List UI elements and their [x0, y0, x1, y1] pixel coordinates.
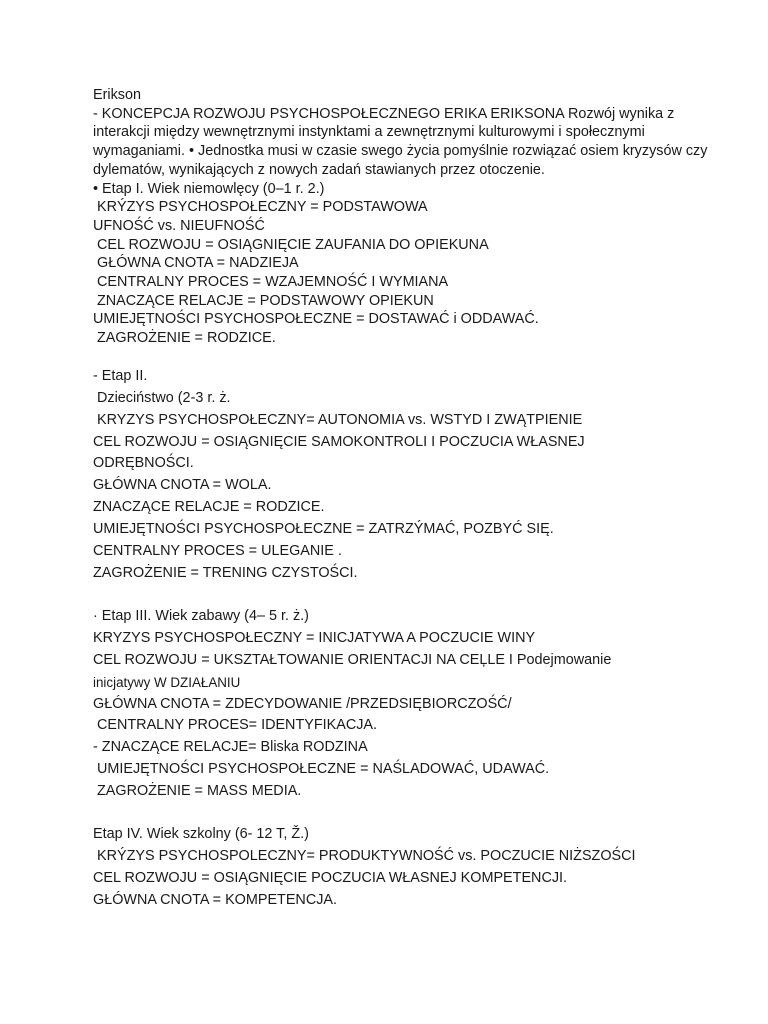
section-intro-stage-1 [93, 86, 733, 348]
section-stage-3 [93, 606, 733, 803]
text-line: ZNACZĄCE RELACJE = RODZICE. [93, 499, 325, 516]
intro-paragraph: - KONCEPCJA ROZWOJU PSYCHOSPOŁECZNEGO ERIKA ERIKSONA Rozwój wynika z interakcji między wewnętrznymi instynktami a zewnętrznymi kulturowymi i społecznymi wymaganiami. • Jednostka musi w czasie swego życia pomyślnie rozwiązać osiem kryzysów czy dylematów, wynikających z nowych zadań stawianych przez otoczenie. [93, 105, 708, 178]
text-line: CENTRALNY PROCES = ULEGANIE . [93, 543, 342, 560]
text-line: CEL ROZWOJU = UKSZTAŁTOWANIE ORIENTACJI NA CEĻLE I Podejmowanie [93, 651, 612, 668]
text-line: ZNACZĄCE RELACJE = PODSTAWOWY OPIEKUN [93, 292, 434, 309]
text-line: CEL ROZWOJU = OSIĄGNIĘCIE POCZUCIA WŁASNEJ KOMPETENCJI. [93, 869, 568, 886]
text-line: ZAGROŻENIE = RODZICE. [93, 330, 276, 347]
text-line: CENTRALNY PROCES = WZAJEMNOŚĆ I WYMIANA [93, 274, 449, 291]
text-line: • Etap I. Wiek niemowlęcy (0–1 r. 2.) [93, 180, 325, 197]
section-stage-4 [93, 824, 733, 912]
text-line: GŁÓWNA CNOTA = KOMPETENCJA. [93, 891, 338, 908]
text-line: UMIEJĘTNOŚCI PSYCHOSPOŁECZNE = NAŚLADOWAĆ, UDAWAĆ. [93, 761, 550, 778]
text-line: CEL ROZWOJU = OSIĄGNIĘCIE SAMOKONTROLI I POCZUCIA WŁASNEJ [93, 433, 585, 450]
text-line: · Etap III. Wiek zabawy (4– 5 r. ż.) [93, 607, 309, 624]
document-page [93, 86, 733, 912]
document-title: Erikson [93, 87, 141, 103]
text-line: Dzieciństwo (2-3 r. ż. [93, 389, 231, 406]
text-line: UFNOŚĆ vs. NIEUFNOŚĆ [93, 217, 265, 234]
section-stage-2 [93, 366, 733, 585]
text-line: ZAGROŻENIE = TRENING CZYSTOŚCI. [93, 565, 358, 581]
text-line: - Etap II. [93, 367, 148, 384]
text-line: CENTRALNY PROCES= IDENTYFIKACJA. [93, 717, 378, 734]
text-line: KRÝZYS PSYCHOSPOLECZNY= PRODUKTYWNOŚĆ vs. POCZUCIE NIŻSZOŚCI [93, 847, 636, 864]
text-line: inicjatywy W DZIAŁANIU [93, 674, 241, 690]
text-line: UMIEJĘTNOŚCI PSYCHOSPOŁECZNE = DOSTAWAĆ i ODDAWAĆ. [93, 311, 539, 328]
text-line: UMIEJĘTNOŚCI PSYCHOSPOŁECZNE = ZATRZÝMAĆ, POZBYĆ SIĘ. [93, 521, 554, 538]
text-line: KRYZYS PSYCHOSPOŁECZNY = INICJATYWA A POCZUCIE WINY [93, 629, 536, 646]
text-line: KRYZYS PSYCHOSPOŁECZNY= AUTONOMIA vs. WSTYD I ZWĄTPIENIE [93, 411, 583, 428]
text-line: CEL ROZWOJU = OSIĄGNIĘCIE ZAUFANIA DO OPIEKUNA [93, 236, 489, 253]
text-line: KRÝZYS PSYCHOSPOŁECZNY = PODSTAWOWA [93, 199, 428, 216]
text-line: ZAGROŻENIE = MASS MEDIA. [93, 783, 302, 800]
text-line: GŁÓWNA CNOTA = ZDECYDOWANIE /PRZEDSIĘBIORCZOŚĆ/ [93, 695, 512, 712]
text-line: - ZNACZĄCE RELACJE= Bliska RODZINA [93, 739, 368, 756]
text-line: GŁÓWNA CNOTA = NADZIEJA [93, 255, 299, 272]
text-line: Etap IV. Wiek szkolny (6- 12 T, Ž.) [93, 826, 309, 843]
text-line: GŁÓWNA CNOTA = WOLA. [93, 477, 272, 494]
text-line: ODRĘBNOŚCI. [93, 455, 194, 472]
